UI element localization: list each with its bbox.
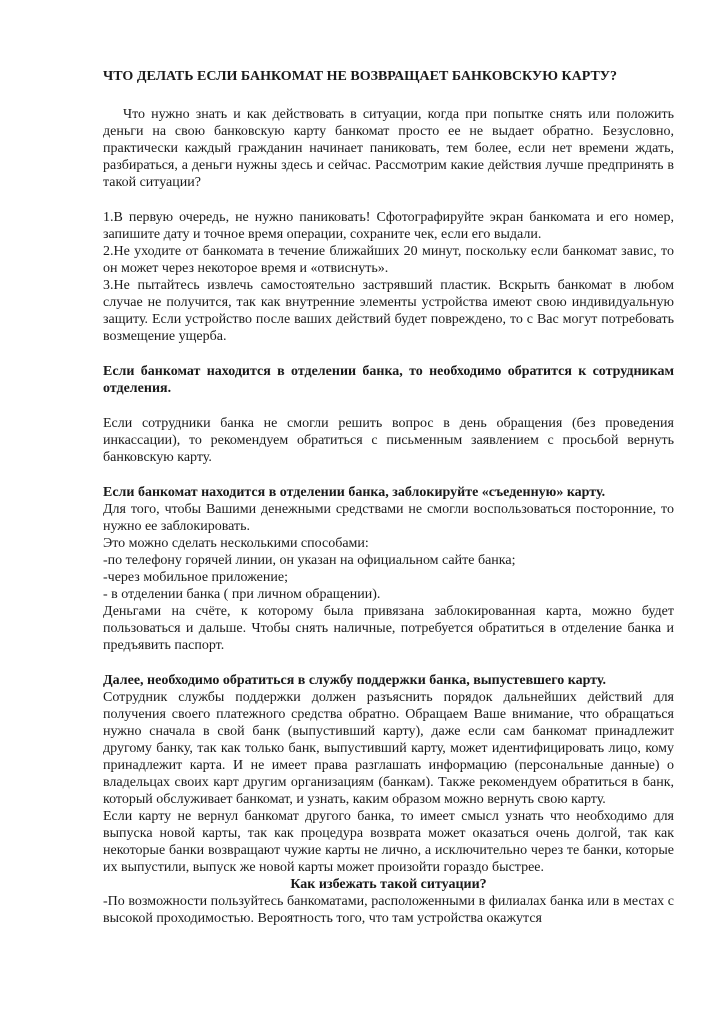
section2-heading: Если банкомат находится в отделении банка, заблокируйте «съеденную» карту. [103,485,606,500]
step-1: 1.В первую очередь, не нужно паниковать! Сфотографируйте экран банкомата и его номер, запишите дату и точное время операции, сохраните чек, если его выдали. [103,210,674,242]
step-2: 2.Не уходите от банкомата в течение ближайших 20 минут, поскольку если банкомат завис, то он может через некоторое время и «отвиснуть». [103,244,674,276]
section3-text: Сотрудник службы поддержки должен разъяснить порядок дальнейших действий для получения своего платежного средства обратно. Обращаем Ваше внимание, что обращаться нужно сначала в свой банк (выпустивший карту), даже если сам банкомат принадлежит другому банку, так как только банк, выпустивший карту, может идентифицировать лицо, кому принадлежит карта. И не имеет права разглашать информацию (персональные данные) о владельцах своих карт другим организациям (банкам). Также рекомендуем обратиться в банк, который обслуживает банкомат, и узнать, каким образом можно вернуть свою карту. [103,690,674,807]
section4-text: -По возможности пользуйтесь банкоматами, расположенными в филиалах банка или в местах с высокой проходимостью. Вероятность того, что там устройства окажутся [103,894,674,926]
section3-text2: Если карту не вернул банкомат другого банка, то имеет смысл узнать что необходимо для выпуска новой карты, так как процедура возврата может оказаться очень долгой, так как некоторые банки возвращают чужие карты не лично, а исключительно через те банки, которые их выпустили, выпуск же новой карты может произойти гораздо быстрее. [103,809,674,875]
section1-heading: Если банкомат находится в отделении банка, то необходимо обратится к сотрудникам отделения. [103,364,674,396]
section2-after: Деньгами на счёте, к которому была привязана заблокированная карта, можно будет пользоваться и дальше. Чтобы снять наличные, потребуется обратиться в отделение банка и предъявить паспорт. [103,604,674,653]
step-3: 3.Не пытайтесь извлечь самостоятельно застрявший пластик. Вскрыть банкомат в любом случае не получится, так как внутренние элементы устройства имеют свою индивидуальную защиту. Если устройство после ваших действий будет повреждено, то с Вас могут потребовать возмещение ущерба. [103,278,674,344]
section4-heading: Как избежать такой ситуации? [290,877,487,892]
method-item: - в отделении банка ( при личном обращении). [103,587,381,602]
steps-list [103,209,674,345]
method-item: -через мобильное приложение; [103,570,288,585]
document-title: ЧТО ДЕЛАТЬ ЕСЛИ БАНКОМАТ НЕ ВОЗВРАЩАЕТ БАНКОВСКУЮ КАРТУ? [103,69,618,84]
section3-heading: Далее, необходимо обратиться в службу поддержки банка, выпустевшего карту. [103,673,606,688]
section2-methods-intro: Это можно сделать несколькими способами: [103,536,369,551]
section2-text: Для того, чтобы Вашими денежными средствами не смогли воспользоваться посторонние, то нужно ее заблокировать. [103,502,674,534]
intro-paragraph: Что нужно знать и как действовать в ситуации, когда при попытке снять или положить деньги на свою банковскую карту банкомат просто ее не выдает обратно. Безусловно, практически каждый гражданин начинает паниковать, тем более, если нет времени ждать, разбираться, а деньги нужны здесь и сейчас. Рассмотрим какие действия лучше предпринять в такой ситуации? [103,107,674,190]
method-item: -по телефону горячей линии, он указан на официальном сайте банка; [103,553,516,568]
section1-text: Если сотрудники банка не смогли решить вопрос в день обращения (без проведения инкассации), то рекомендуем обратиться с письменным заявлением с просьбой вернуть банковскую карту. [103,416,674,465]
